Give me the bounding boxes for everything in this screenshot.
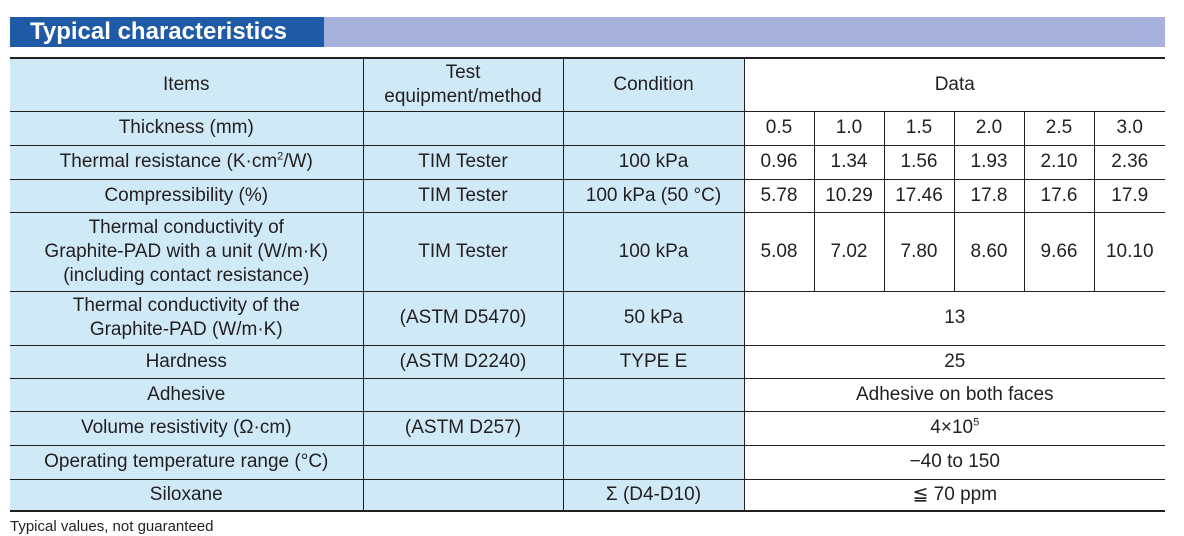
value-cell: 7.80 xyxy=(884,212,954,291)
table-row-volume-resistivity xyxy=(10,411,1165,445)
condition-cell: TYPE E xyxy=(563,345,744,378)
value-cell: 9.66 xyxy=(1024,212,1094,291)
item-cell: Adhesive xyxy=(10,378,363,411)
value-cell: 1.93 xyxy=(954,145,1024,179)
value-cell: −40 to 150 xyxy=(744,445,1165,479)
table-row-thickness xyxy=(10,111,1165,145)
title-bar xyxy=(10,17,1165,47)
table-row-thermal-resistance xyxy=(10,145,1165,179)
value-cell: 17.8 xyxy=(954,179,1024,212)
method-cell: (ASTM D2240) xyxy=(363,345,563,378)
value-cell: 2.0 xyxy=(954,111,1024,145)
value-cell: 10.29 xyxy=(814,179,884,212)
section-title: Typical characteristics xyxy=(10,17,324,47)
item-line: Thermal conductivity of xyxy=(88,216,284,238)
header-method-line2: equipment/method xyxy=(384,85,542,107)
header-method xyxy=(363,58,563,111)
item-cell: Siloxane xyxy=(10,479,363,511)
item-cell: Thickness (mm) xyxy=(10,111,363,145)
value-cell: 2.10 xyxy=(1024,145,1094,179)
value-cell: ≦ 70 ppm xyxy=(744,479,1165,511)
value-cell: 17.6 xyxy=(1024,179,1094,212)
table-row-siloxane xyxy=(10,479,1165,511)
value-exponent: 5 xyxy=(973,416,980,429)
value-cell: 1.56 xyxy=(884,145,954,179)
item-cell: Hardness xyxy=(10,345,363,378)
value-cell: 7.02 xyxy=(814,212,884,291)
condition-cell: 50 kPa xyxy=(563,291,744,345)
header-data: Data xyxy=(744,58,1165,111)
value-cell xyxy=(744,411,1165,445)
table-row-hardness xyxy=(10,345,1165,378)
value-cell: 2.36 xyxy=(1094,145,1165,179)
value-cell: 10.10 xyxy=(1094,212,1165,291)
value-cell: 3.0 xyxy=(1094,111,1165,145)
item-superscript: 2 xyxy=(277,150,284,163)
value-cell: 2.5 xyxy=(1024,111,1094,145)
value-cell: 5.08 xyxy=(744,212,814,291)
condition-cell: 100 kPa (50 °C) xyxy=(563,179,744,212)
item-cell xyxy=(10,212,363,291)
method-cell: TIM Tester xyxy=(363,212,563,291)
condition-cell xyxy=(563,445,744,479)
value-cell: 0.96 xyxy=(744,145,814,179)
table-row-conductivity-pad xyxy=(10,291,1165,345)
value-cell: 8.60 xyxy=(954,212,1024,291)
method-cell: (ASTM D5470) xyxy=(363,291,563,345)
value-cell: 17.9 xyxy=(1094,179,1165,212)
value-cell: 1.34 xyxy=(814,145,884,179)
item-line: Thermal conductivity of the xyxy=(72,295,300,316)
method-cell: TIM Tester xyxy=(363,179,563,212)
header-items: Items xyxy=(10,58,363,111)
value-cell: 25 xyxy=(744,345,1165,378)
item-line: Graphite-PAD with a unit (W/m·K) xyxy=(44,240,329,262)
condition-cell: Σ (D4-D10) xyxy=(563,479,744,511)
item-cell: Operating temperature range (°C) xyxy=(10,445,363,479)
footnote: Typical values, not guaranteed xyxy=(10,518,214,535)
table-row-compressibility xyxy=(10,179,1165,212)
value-base: 4×10 xyxy=(930,417,974,438)
value-cell: 5.78 xyxy=(744,179,814,212)
item-cell xyxy=(10,145,363,179)
value-cell: Adhesive on both faces xyxy=(744,378,1165,411)
value-cell: 1.0 xyxy=(814,111,884,145)
value-cell: 1.5 xyxy=(884,111,954,145)
condition-cell xyxy=(563,411,744,445)
condition-cell xyxy=(563,111,744,145)
value-cell: 17.46 xyxy=(884,179,954,212)
header-row xyxy=(10,58,1165,111)
method-cell: TIM Tester xyxy=(363,145,563,179)
method-cell xyxy=(363,111,563,145)
method-cell xyxy=(363,479,563,511)
item-cell: Volume resistivity (Ω·cm) xyxy=(10,411,363,445)
header-method-line1: Test xyxy=(445,61,481,83)
item-line: (including contact resistance) xyxy=(63,264,310,286)
condition-cell: 100 kPa xyxy=(563,145,744,179)
condition-cell xyxy=(563,378,744,411)
item-cell xyxy=(10,291,363,345)
table-row-adhesive xyxy=(10,378,1165,411)
table-row-operating-temperature xyxy=(10,445,1165,479)
item-cell: Compressibility (%) xyxy=(10,179,363,212)
table-row-conductivity-unit xyxy=(10,212,1165,291)
item-line: Graphite-PAD (W/m·K) xyxy=(89,319,283,340)
value-cell: 13 xyxy=(744,291,1165,345)
method-cell: (ASTM D257) xyxy=(363,411,563,445)
item-text: Thermal resistance (K·cm xyxy=(59,151,278,172)
item-text-end: /W) xyxy=(283,151,313,172)
method-cell xyxy=(363,378,563,411)
header-condition: Condition xyxy=(563,58,744,111)
characteristics-table xyxy=(10,57,1165,512)
condition-cell: 100 kPa xyxy=(563,212,744,291)
method-cell xyxy=(363,445,563,479)
value-cell: 0.5 xyxy=(744,111,814,145)
